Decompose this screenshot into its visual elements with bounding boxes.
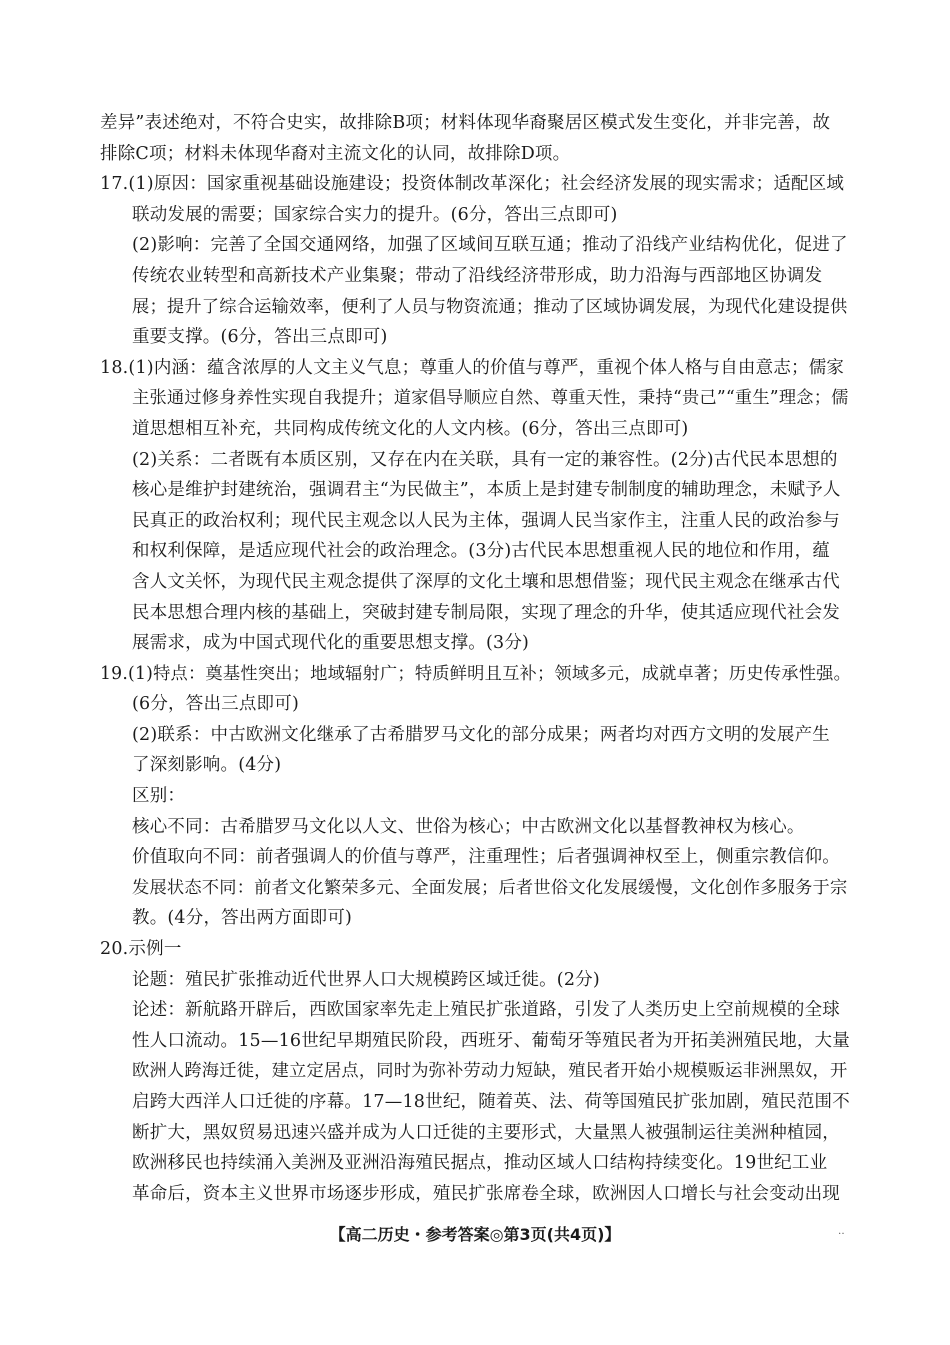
corner-mark: ‥ xyxy=(838,1226,845,1237)
answer-key-body xyxy=(100,108,852,1209)
text-line: (2)关系：二者既有本质区别，又存在内在关联，具有一定的兼容性。(2分)古代民本思想的 xyxy=(132,449,838,470)
text-line: 断扩大，黑奴贸易迅速兴盛并成为人口迁徙的主要形式，大量黑人被强制运往美洲种植园， xyxy=(132,1122,840,1143)
text-line: 19.(1)特点：奠基性突出；地域辐射广；特质鲜明且互补；领域多元，成就卓著；历史传承性强。 xyxy=(100,663,852,684)
text-line: 重要支撑。(6分，答出三点即可) xyxy=(132,327,388,348)
text-line: 18.(1)内涵：蕴含浓厚的人文主义气息；尊重人的价值与尊严，重视个体人格与自由意志；儒家 xyxy=(100,357,845,378)
text-line: (2)联系：中古欧洲文化继承了古希腊罗马文化的部分成果；两者均对西方文明的发展产生 xyxy=(132,724,830,745)
text-line: 欧洲人跨海迁徙，建立定居点，同时为弥补劳动力短缺，殖民者开始小规模贩运非洲黑奴，开 xyxy=(132,1061,848,1082)
text-line: 排除C项；材料未体现华裔对主流文化的认同，故排除D项。 xyxy=(100,143,571,164)
text-line: 20.示例一 xyxy=(100,939,182,960)
text-line: 展需求，成为中国式现代化的重要思想支撑。(3分) xyxy=(132,633,530,654)
text-line: 主张通过修身养性实现自我提升；道家倡导顺应自然、尊重天性，秉持“贵己”“重生”理念；儒 xyxy=(132,388,849,409)
text-line: 价值取向不同：前者强调人的价值与尊严，注重理性；后者强调神权至上，侧重宗教信仰。 xyxy=(132,847,840,868)
text-line: 和权利保障，是适应现代社会的政治理念。(3分)古代民本思想重视人民的地位和作用，蕴 xyxy=(132,541,830,562)
text-line: 论述：新航路开辟后，西欧国家率先走上殖民扩张道路，引发了人类历史上空前规模的全球 xyxy=(132,1000,840,1021)
text-line: 差异”表述绝对，不符合史实，故排除B项；材料体现华裔聚居区模式发生变化，并非完善，故 xyxy=(100,113,831,133)
text-line: 民本思想合理内核的基础上，突破封建专制局限，实现了理念的升华，使其适应现代社会发 xyxy=(132,602,840,623)
text-line: 17.(1)原因：国家重视基础设施建设；投资体制改革深化；社会经济发展的现实需求；适配区域 xyxy=(100,174,845,195)
text-line: 核心不同：古希腊罗马文化以人文、世俗为核心；中古欧洲文化以基督教神权为核心。 xyxy=(132,816,805,837)
text-line: 欧洲移民也持续涌入美洲及亚洲沿海殖民据点，推动区域人口结构持续变化。19世纪工业 xyxy=(132,1153,828,1174)
text-line: 展；提升了综合运输效率，便利了人员与物资流通；推动了区域协调发展，为现代化建设提供 xyxy=(132,296,848,317)
text-line: 联动发展的需要；国家综合实力的提升。(6分，答出三点即可) xyxy=(132,204,618,225)
text-line: (2)影响：完善了全国交通网络，加强了区域间互联互通；推动了沿线产业结构优化，促进了 xyxy=(132,235,848,256)
text-line: 教。(4分，答出两方面即可) xyxy=(132,908,353,929)
text-line: 道思想相互补充，共同构成传统文化的人文内核。(6分，答出三点即可) xyxy=(132,418,689,439)
text-line: 民真正的政治权利；现代民主观念以人民为主体，强调人民当家作主，注重人民的政治参与 xyxy=(132,510,840,531)
text-line: 核心是维护封建统治，强调君主“为民做主”，本质上是封建专制制度的辅助理念，未赋予人 xyxy=(132,480,841,501)
text-line: 发展状态不同：前者文化繁荣多元、全面发展；后者世俗文化发展缓慢，文化创作多服务于宗 xyxy=(132,877,848,898)
text-line: 传统农业转型和高新技术产业集聚；带动了沿线经济带形成，助力沿海与西部地区协调发 xyxy=(132,265,823,286)
page-footer: 【高二历史・参考答案◎第3页(共4页)】 xyxy=(329,1225,621,1244)
text-line: (6分，答出三点即可) xyxy=(132,694,299,715)
text-line: 了深刻影响。(4分) xyxy=(132,755,282,776)
text-line: 含人文关怀，为现代民主观念提供了深厚的文化土壤和思想借鉴；现代民主观念在继承古代 xyxy=(132,571,840,592)
text-line: 论题：殖民扩张推动近代世界人口大规模跨区域迁徙。(2分) xyxy=(132,969,600,990)
text-line: 性人口流动。15—16世纪早期殖民阶段，西班牙、葡萄牙等殖民者为开拓美洲殖民地，大量 xyxy=(132,1030,850,1051)
text-line: 区别： xyxy=(132,786,186,807)
text-line: 启跨大西洋人口迁徙的序幕。17—18世纪，随着英、法、荷等国殖民扩张加剧，殖民范围不 xyxy=(132,1092,850,1112)
text-line: 革命后，资本主义世界市场逐步形成，殖民扩张席卷全球，欧洲因人口增长与社会变动出现 xyxy=(132,1183,840,1204)
